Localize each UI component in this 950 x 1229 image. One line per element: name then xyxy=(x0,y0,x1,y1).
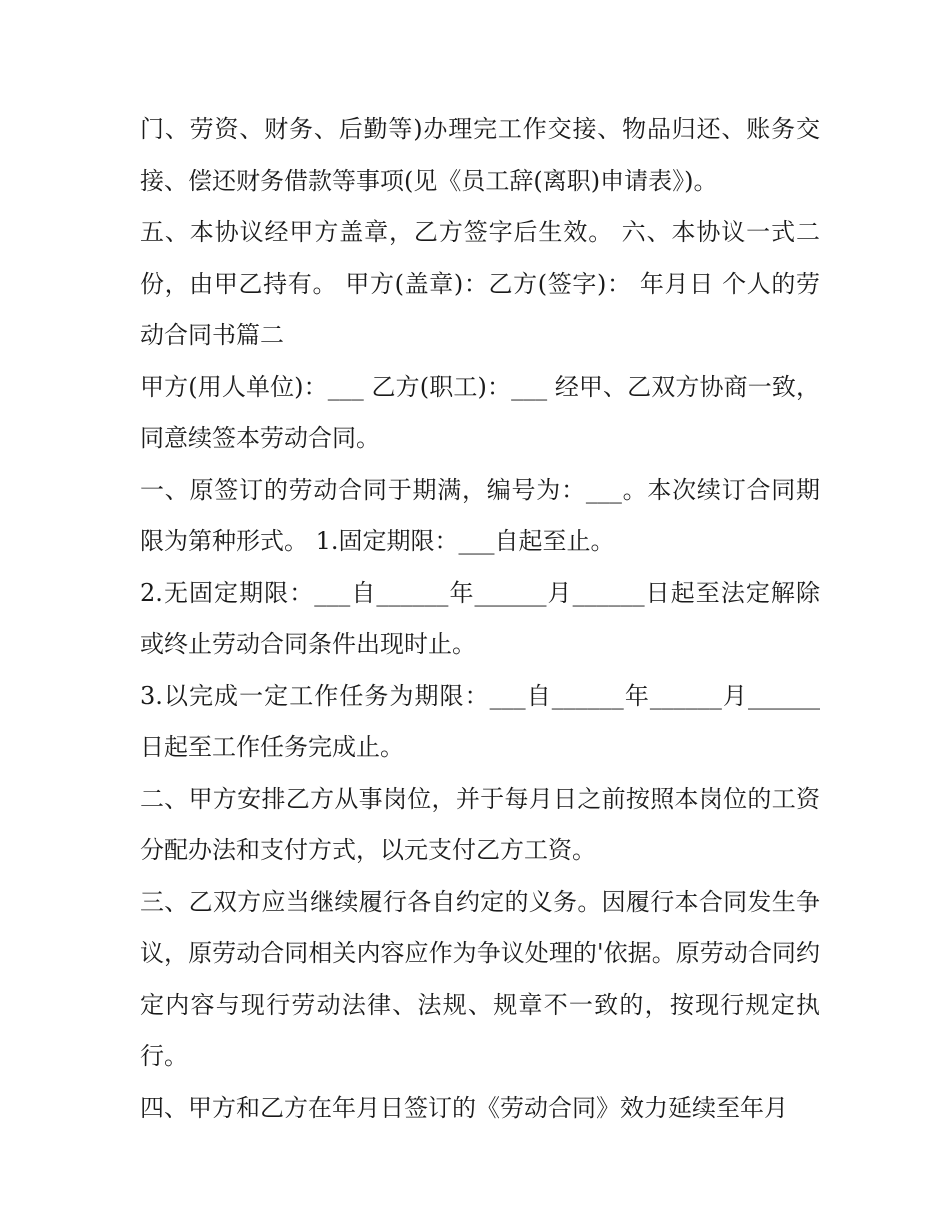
paragraph-wages: 二、甲方安排乙方从事岗位，并于每月日之前按照本岗位的工资分配办法和支付方式，以元支付乙方工资。 xyxy=(140,784,820,864)
paragraph-parties: 甲方(用人单位)：___ 乙方(职工)：___ 经甲、乙双方协商一致，同意续签本劳动合同。 xyxy=(140,372,820,452)
document-body xyxy=(140,104,820,1134)
paragraph-obligations: 三、乙双方应当继续履行各自约定的义务。因履行本合同发生争议，原劳动合同相关内容应作为争议处理的'依据。原劳动合同约定内容与现行劳动法律、法规、规章不一致的，按现行规定执行。 xyxy=(140,887,820,1070)
paragraph-task-term: 3.以完成一定工作任务为期限：___自______年______月______日起至工作任务完成止。 xyxy=(140,681,820,761)
paragraph-term-type: 一、原签订的劳动合同于期满，编号为：___。本次续订合同期限为第种形式。 1.固定期限：___自起至止。 xyxy=(140,475,820,555)
paragraph-open-term: 2.无固定期限：___自______年______月______日起至法定解除或终止劳动合同条件出现时止。 xyxy=(140,578,820,658)
paragraph-handover: 门、劳资、财务、后勤等)办理完工作交接、物品归还、账务交接、偿还财务借款等事项(见《员工辞(离职)申请表》)。 xyxy=(140,115,820,195)
paragraph-extension: 四、甲方和乙方在年月日签订的《劳动合同》效力延续至年月 xyxy=(140,1093,788,1122)
paragraph-effective-clause: 五、本协议经甲方盖章，乙方签字后生效。 六、本协议一式二份，由甲乙持有。 甲方(盖章)：乙方(签字)： 年月日 个人的劳动合同书篇二 xyxy=(140,218,820,349)
